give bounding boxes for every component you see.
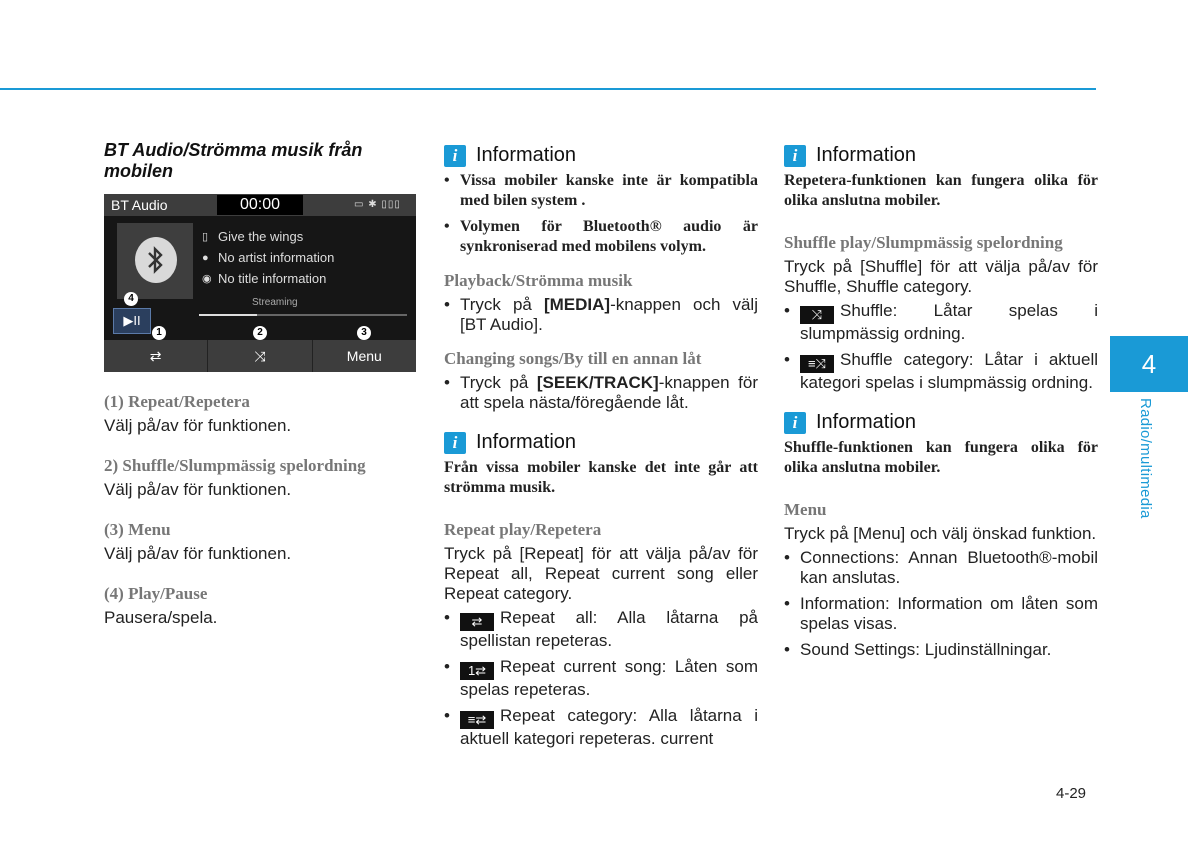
progress-fill xyxy=(199,314,257,316)
progress-bar[interactable] xyxy=(199,314,407,316)
play-pause-button[interactable]: ▶II xyxy=(113,308,151,334)
shuffle-icon: ⤨ xyxy=(800,306,834,324)
info-heading xyxy=(784,144,1098,167)
list-item: • Connections: Annan Bluetooth®-mobil kan anslutas. xyxy=(784,548,1098,588)
legend-text: Välj på/av för funktionen. xyxy=(104,480,292,499)
repeat-button[interactable]: ⇄ xyxy=(104,340,208,372)
screen-status-bar xyxy=(104,194,416,216)
bt-audio-screen xyxy=(104,194,416,372)
info-title: Information xyxy=(476,144,577,166)
legend-item xyxy=(104,584,418,628)
chapter-number: 4 xyxy=(1141,348,1157,379)
list-item: • Vissa mobiler kanske inte är kompatibla med bilen system . xyxy=(444,171,758,211)
legend-text: Välj på/av för funktionen. xyxy=(104,416,292,435)
legend-item xyxy=(104,456,418,500)
legend-head: (1) Repeat/Repetera xyxy=(104,392,250,411)
info-text: Från vissa mobiler kanske det inte går att strömma musik. xyxy=(444,459,758,496)
menu-heading: Menu xyxy=(784,500,827,519)
chapter-tab xyxy=(1110,336,1188,392)
list-item xyxy=(784,301,1098,344)
track-artist-row xyxy=(202,250,334,265)
shuffle-button[interactable]: ⤨ xyxy=(208,340,312,372)
section-label: Radio/multimedia xyxy=(1137,398,1154,519)
track-song-row xyxy=(202,229,303,244)
marker-2: 2 xyxy=(253,326,267,340)
shuffle-list xyxy=(784,301,1098,393)
list-item xyxy=(444,608,758,651)
person-icon: ● xyxy=(202,251,209,264)
status-icons: ▭ ✱ ▯▯▯ xyxy=(354,199,401,210)
section-subtitle: BT Audio/Strömma musik från mobilen xyxy=(104,140,363,181)
bluetooth-icon xyxy=(135,237,177,283)
info-heading xyxy=(444,144,758,167)
repeat-heading: Repeat play/Repetera xyxy=(444,520,602,539)
text-run: Repeat all: Alla låtarna på spellistan repeteras. xyxy=(460,608,758,650)
page-number: 4-29 xyxy=(1056,785,1087,802)
list-item xyxy=(444,373,758,413)
shuffle-heading: Shuffle play/Slumpmässig spelordning xyxy=(784,233,1063,252)
list-item: • Volymen för Bluetooth® audio är synkroniserad med mobilens volym. xyxy=(444,217,758,257)
repeat-text: Tryck på [Repeat] för att välja på/av för Repeat all, Repeat current song eller Repeat category. xyxy=(444,544,758,603)
album-art xyxy=(117,223,193,299)
list-item xyxy=(444,706,758,749)
text-run: Shuffle category: Låtar i aktuell kategori spelas i slumpmässig ordning. xyxy=(800,350,1098,392)
text-run: Tryck på xyxy=(460,373,537,392)
info-heading xyxy=(784,411,1098,434)
list-item: • Sound Settings: Ljudinställningar. xyxy=(784,640,1098,660)
playback-heading: Playback/Strömma musik xyxy=(444,271,633,290)
text-run: Tryck på xyxy=(460,295,544,314)
repeat-one-icon: 1⇄ xyxy=(460,662,494,680)
list-item xyxy=(444,657,758,700)
marker-3: 3 xyxy=(357,326,371,340)
streaming-label: Streaming xyxy=(252,297,298,308)
text-run: Repeat category: Alla låtarna i aktuell kategori repeteras. current xyxy=(460,706,758,748)
menu-text: Tryck på [Menu] och välj önskad funktion. xyxy=(784,524,1097,543)
header-rule xyxy=(0,88,1096,90)
legend-item xyxy=(104,520,418,564)
text-run: Repeat current song: Låten som spelas repeteras. xyxy=(460,657,758,699)
repeat-list xyxy=(444,608,758,749)
info-text: Repetera-funktionen kan fungera olika för olika anslutna mobiler. xyxy=(784,172,1098,209)
menu-button[interactable]: Menu xyxy=(346,348,382,364)
column-3 xyxy=(784,138,1098,666)
text-run: Shuffle: Låtar spelas i slumpmässig ordning. xyxy=(800,301,1098,343)
media-key: [MEDIA] xyxy=(543,295,611,314)
info-heading xyxy=(444,431,758,454)
track-song: Give the wings xyxy=(218,229,304,244)
repeat-category-icon: ≡⇄ xyxy=(460,711,494,729)
phone-icon: ▯ xyxy=(202,231,209,243)
screen-title: BT Audio xyxy=(111,197,168,213)
info-text: Shuffle-funktionen kan fungera olika för olika anslutna mobiler. xyxy=(784,439,1098,476)
list-item xyxy=(784,350,1098,393)
changing-heading: Changing songs/By till en annan låt xyxy=(444,349,702,368)
legend-head: 2) Shuffle/Slumpmässig spelordning xyxy=(104,456,366,475)
track-artist: No artist information xyxy=(218,250,335,265)
text-run: -knappen för att spela nästa/föregående låt. xyxy=(460,373,758,412)
track-title-row xyxy=(202,271,326,286)
column-1 xyxy=(104,138,418,628)
text-run: -knappen och välj [BT Audio]. xyxy=(460,295,758,334)
list-item xyxy=(444,295,758,335)
screen-time: 00:00 xyxy=(217,195,303,215)
screen-button-bar xyxy=(104,340,416,372)
track-title: No title information xyxy=(218,271,327,286)
column-2 xyxy=(444,138,758,755)
info-icon: i xyxy=(784,145,806,167)
seek-key: [SEEK/TRACK] xyxy=(536,373,659,392)
playback-list xyxy=(444,295,758,335)
info-icon: i xyxy=(444,432,466,454)
info-icon: i xyxy=(784,412,806,434)
list-item: • Information: Information om låten som spelas visas. xyxy=(784,594,1098,634)
legend-text: Pausera/spela. xyxy=(104,608,218,627)
info-list xyxy=(444,171,758,257)
info-title: Information xyxy=(816,411,917,433)
shuffle-category-icon: ≡⤨ xyxy=(800,355,834,373)
legend-text: Välj på/av för funktionen. xyxy=(104,544,292,563)
repeat-all-icon: ⇄ xyxy=(460,613,494,631)
legend-head: (3) Menu xyxy=(104,520,171,539)
info-title: Information xyxy=(816,144,917,166)
changing-list xyxy=(444,373,758,413)
info-title: Information xyxy=(476,431,577,453)
shuffle-text: Tryck på [Shuffle] för att välja på/av för Shuffle, Shuffle category. xyxy=(784,257,1098,296)
legend-item xyxy=(104,392,418,436)
info-icon: i xyxy=(444,145,466,167)
disc-icon: ◉ xyxy=(202,273,212,285)
legend-head: (4) Play/Pause xyxy=(104,584,208,603)
marker-1: 1 xyxy=(152,326,166,340)
marker-4: 4 xyxy=(124,292,138,306)
menu-list xyxy=(784,548,1098,660)
